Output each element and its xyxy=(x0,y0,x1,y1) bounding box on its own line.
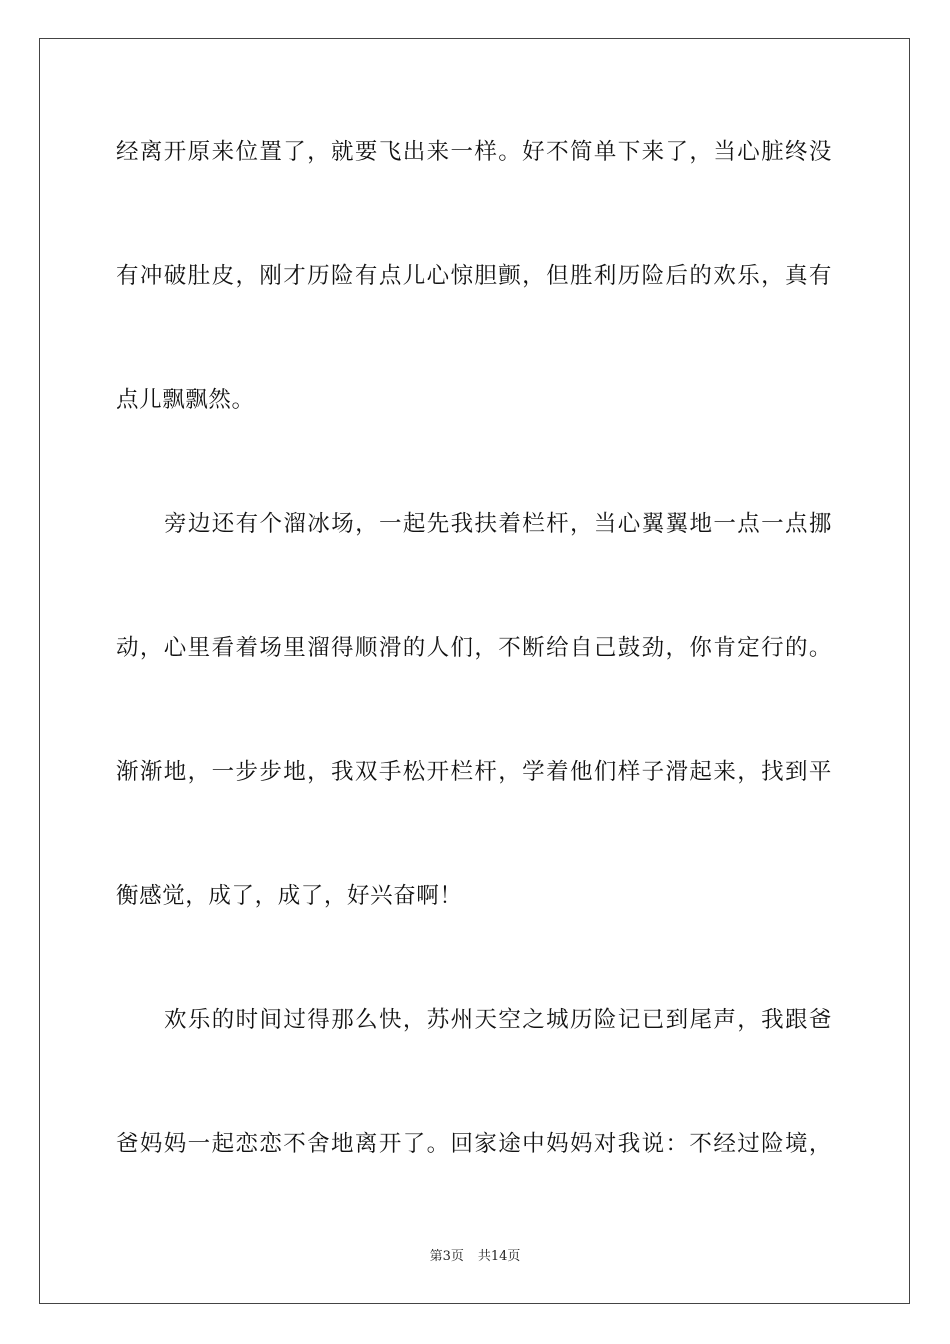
text-line: 动，心里看着场里溜得顺滑的人们，不断给自己鼓劲，你肯定行的。 xyxy=(116,635,832,661)
text-line: 经离开原来位置了，就要飞出来一样。好不简单下来了，当心脏终没 xyxy=(116,139,832,165)
paragraph-start-line: 欢乐的时间过得那么快，苏州天空之城历险记已到尾声，我跟爸 xyxy=(164,1007,832,1033)
page-border xyxy=(39,38,910,1304)
current-page-number: 第3页 xyxy=(429,1249,464,1264)
text-line: 衡感觉，成了，成了，好兴奋啊！ xyxy=(116,883,463,909)
text-line: 有冲破肚皮，刚才历险有点儿心惊胆颤，但胜利历险后的欢乐，真有 xyxy=(116,263,832,289)
text-line: 渐渐地，一步步地，我双手松开栏杆，学着他们样子滑起来，找到平 xyxy=(116,759,832,785)
page-footer xyxy=(0,1248,950,1266)
paragraph-start-line: 旁边还有个溜冰场，一起先我扶着栏杆，当心翼翼地一点一点挪 xyxy=(164,511,832,537)
text-line: 爸妈妈一起恋恋不舍地离开了。回家途中妈妈对我说：不经过险境， xyxy=(116,1131,832,1157)
total-pages: 共14页 xyxy=(477,1249,521,1264)
text-line: 点儿飘飘然。 xyxy=(116,387,255,413)
